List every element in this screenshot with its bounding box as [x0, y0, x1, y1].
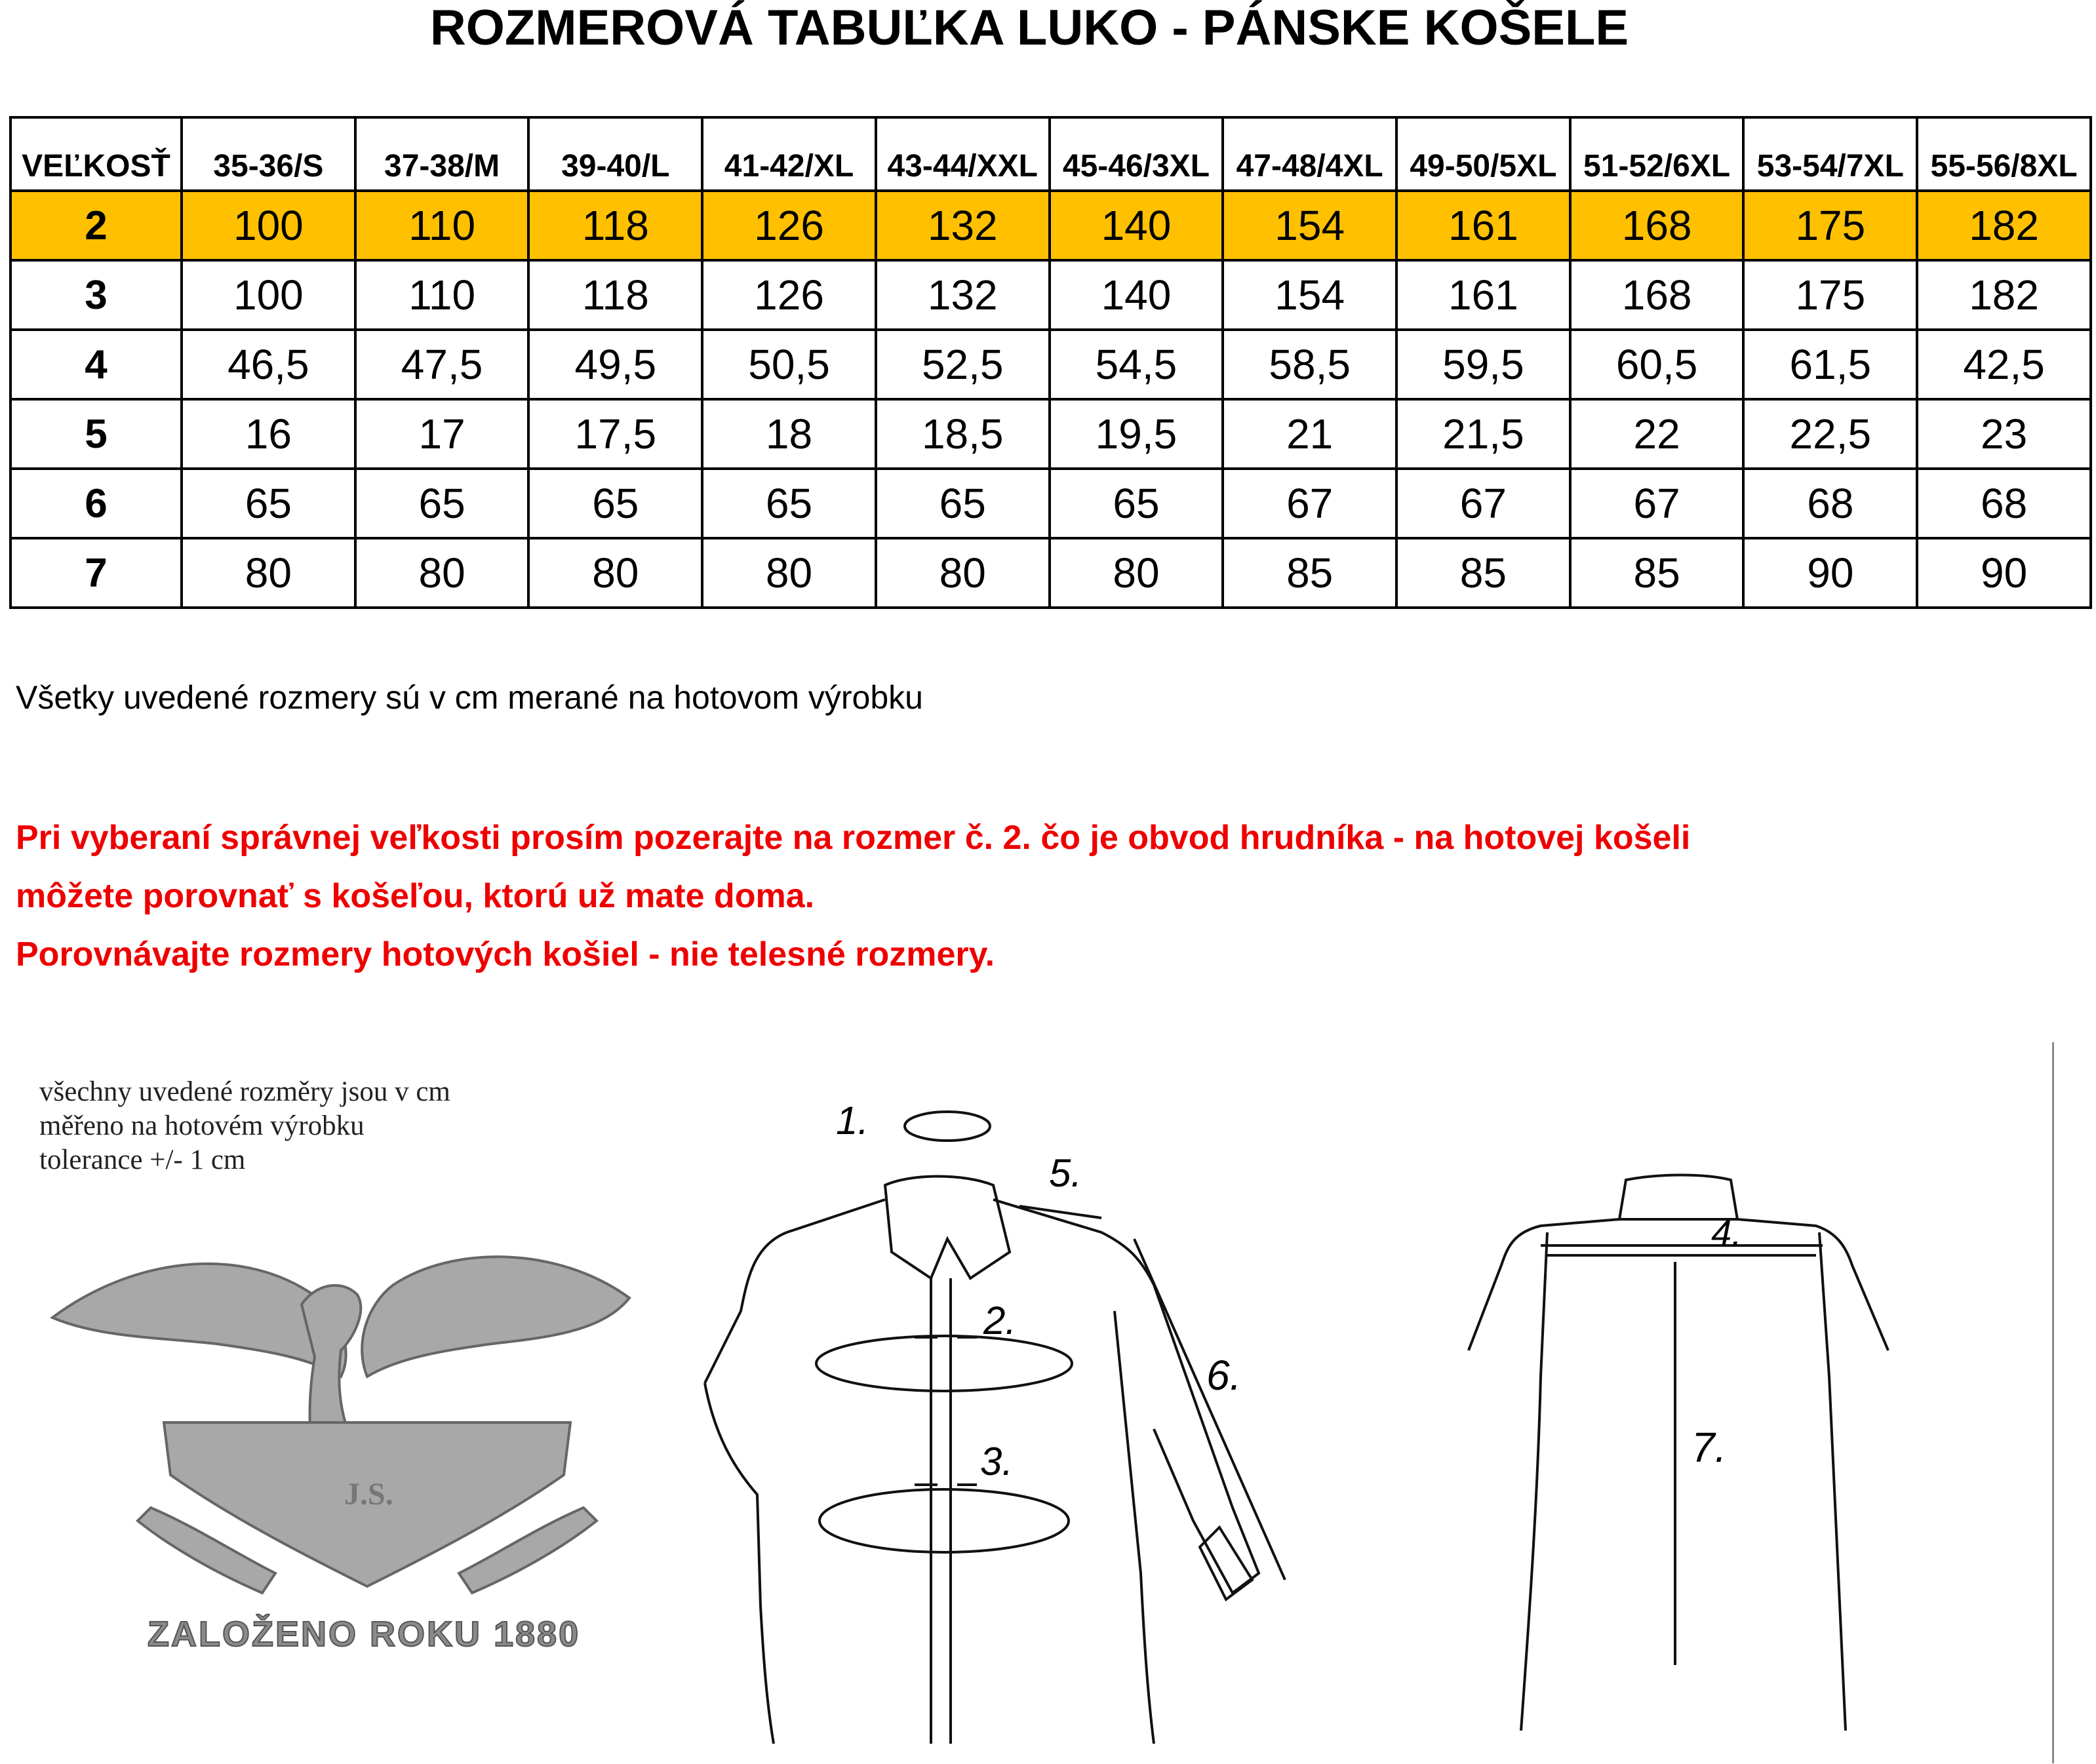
table-cell: 80: [528, 538, 702, 608]
column-header: 35-36/S: [182, 117, 355, 191]
column-header: 49-50/5XL: [1396, 117, 1570, 191]
table-cell: 49,5: [528, 330, 702, 399]
table-header-row: [10, 117, 2091, 191]
label-measure-2: 2.: [983, 1299, 1017, 1343]
table-row: [10, 260, 2091, 330]
table-cell: 154: [1223, 191, 1396, 260]
column-header: 53-54/7XL: [1743, 117, 1917, 191]
table-cell: 16: [182, 399, 355, 469]
table-cell: 65: [876, 469, 1050, 538]
table-cell: 85: [1570, 538, 1744, 608]
table-cell: 50,5: [702, 330, 876, 399]
label-measure-4: 4.: [1711, 1212, 1742, 1253]
table-cell: 54,5: [1050, 330, 1223, 399]
table-cell: 90: [1917, 538, 2091, 608]
table-cell: 22: [1570, 399, 1744, 469]
label-measure-5: 5.: [1049, 1151, 1082, 1195]
table-cell: 161: [1396, 260, 1570, 330]
table-row: [10, 330, 2091, 399]
table-cell: 126: [702, 260, 876, 330]
table-cell: 65: [702, 469, 876, 538]
table-cell: 61,5: [1743, 330, 1917, 399]
eagle-emblem-logo: [52, 1257, 629, 1593]
table-cell: 21,5: [1396, 399, 1570, 469]
table-cell: 65: [1050, 469, 1223, 538]
table-cell: 132: [876, 260, 1050, 330]
size-table: [9, 116, 2092, 609]
table-cell: 154: [1223, 260, 1396, 330]
emblem-founded-text: ZALOŽENO ROKU 1880: [148, 1615, 581, 1654]
column-header: 39-40/L: [528, 117, 702, 191]
table-cell: 67: [1396, 469, 1570, 538]
row-label: 6: [10, 469, 182, 538]
table-cell: 85: [1223, 538, 1396, 608]
table-cell: 47,5: [355, 330, 529, 399]
table-cell: 140: [1050, 260, 1223, 330]
table-row: [10, 399, 2091, 469]
scan-note-line-1: všechny uvedené rozměry jsou v cm: [39, 1076, 450, 1107]
table-cell: 17: [355, 399, 529, 469]
row-label: 4: [10, 330, 182, 399]
table-cell: 182: [1917, 260, 2091, 330]
table-cell: 42,5: [1917, 330, 2091, 399]
table-cell: 100: [182, 260, 355, 330]
scan-note-line-3: tolerance +/- 1 cm: [39, 1145, 246, 1175]
warning-line-3: Porovnávajte rozmery hotových košiel - nie telesné rozmery.: [16, 935, 995, 973]
column-header: 43-44/XXL: [876, 117, 1050, 191]
measurement-note: Všetky uvedené rozmery sú v cm merané na hotovom výrobku: [16, 679, 923, 716]
table-cell: 68: [1917, 469, 2091, 538]
label-measure-3: 3.: [980, 1440, 1014, 1483]
table-row: [10, 191, 2091, 260]
column-header: 41-42/XL: [702, 117, 876, 191]
table-cell: 80: [355, 538, 529, 608]
table-cell: 90: [1743, 538, 1917, 608]
table-cell: 80: [702, 538, 876, 608]
table-cell: 182: [1917, 191, 2091, 260]
table-cell: 110: [355, 191, 529, 260]
table-cell: 46,5: [182, 330, 355, 399]
table-cell: 60,5: [1570, 330, 1744, 399]
table-cell: 58,5: [1223, 330, 1396, 399]
table-cell: 59,5: [1396, 330, 1570, 399]
column-header: 45-46/3XL: [1050, 117, 1223, 191]
table-cell: 67: [1223, 469, 1396, 538]
row-label: 3: [10, 260, 182, 330]
table-cell: 68: [1743, 469, 1917, 538]
column-header: 37-38/M: [355, 117, 529, 191]
table-cell: 52,5: [876, 330, 1050, 399]
table-cell: 110: [355, 260, 529, 330]
table-row: [10, 538, 2091, 608]
warning-line-2: môžete porovnať s košeľou, ktorú už mate doma.: [16, 877, 815, 915]
table-cell: 118: [528, 191, 702, 260]
table-cell: 175: [1743, 260, 1917, 330]
row-label: 2: [10, 191, 182, 260]
warning-line-1: Pri vyberaní správnej veľkosti prosím pozerajte na rozmer č. 2. čo je obvod hrudníka - na hotovej košeli: [16, 819, 1691, 857]
table-cell: 85: [1396, 538, 1570, 608]
table-cell: 118: [528, 260, 702, 330]
table-cell: 23: [1917, 399, 2091, 469]
column-header: 55-56/8XL: [1917, 117, 2091, 191]
table-cell: 80: [876, 538, 1050, 608]
shirt-back-drawing: [1469, 1175, 1888, 1731]
row-label: 5: [10, 399, 182, 469]
table-cell: 18: [702, 399, 876, 469]
table-cell: 168: [1570, 191, 1744, 260]
table-cell: 80: [1050, 538, 1223, 608]
shirt-front-drawing: [705, 1112, 1285, 1744]
row-label: 7: [10, 538, 182, 608]
table-cell: 140: [1050, 191, 1223, 260]
table-row: [10, 469, 2091, 538]
column-header: 47-48/4XL: [1223, 117, 1396, 191]
table-cell: 132: [876, 191, 1050, 260]
table-cell: 21: [1223, 399, 1396, 469]
label-measure-6: 6.: [1206, 1352, 1242, 1399]
page-title: ROZMEROVÁ TABUĽKA LUKO - PÁNSKE KOŠELE: [429, 0, 1629, 56]
table-cell: 65: [355, 469, 529, 538]
scan-note-line-2: měřeno na hotovém výrobku: [39, 1110, 365, 1141]
table-cell: 65: [182, 469, 355, 538]
emblem-monogram: J.S.: [344, 1477, 393, 1512]
table-cell: 161: [1396, 191, 1570, 260]
table-corner-label: VEĽKOSŤ: [10, 117, 182, 191]
table-cell: 18,5: [876, 399, 1050, 469]
table-cell: 168: [1570, 260, 1744, 330]
table-cell: 17,5: [528, 399, 702, 469]
table-cell: 100: [182, 191, 355, 260]
table-cell: 175: [1743, 191, 1917, 260]
table-cell: 126: [702, 191, 876, 260]
label-measure-7: 7.: [1691, 1424, 1727, 1471]
table-cell: 22,5: [1743, 399, 1917, 469]
table-cell: 67: [1570, 469, 1744, 538]
table-cell: 19,5: [1050, 399, 1223, 469]
table-cell: 80: [182, 538, 355, 608]
column-header: 51-52/6XL: [1570, 117, 1744, 191]
table-cell: 65: [528, 469, 702, 538]
label-measure-1: 1.: [836, 1099, 869, 1143]
